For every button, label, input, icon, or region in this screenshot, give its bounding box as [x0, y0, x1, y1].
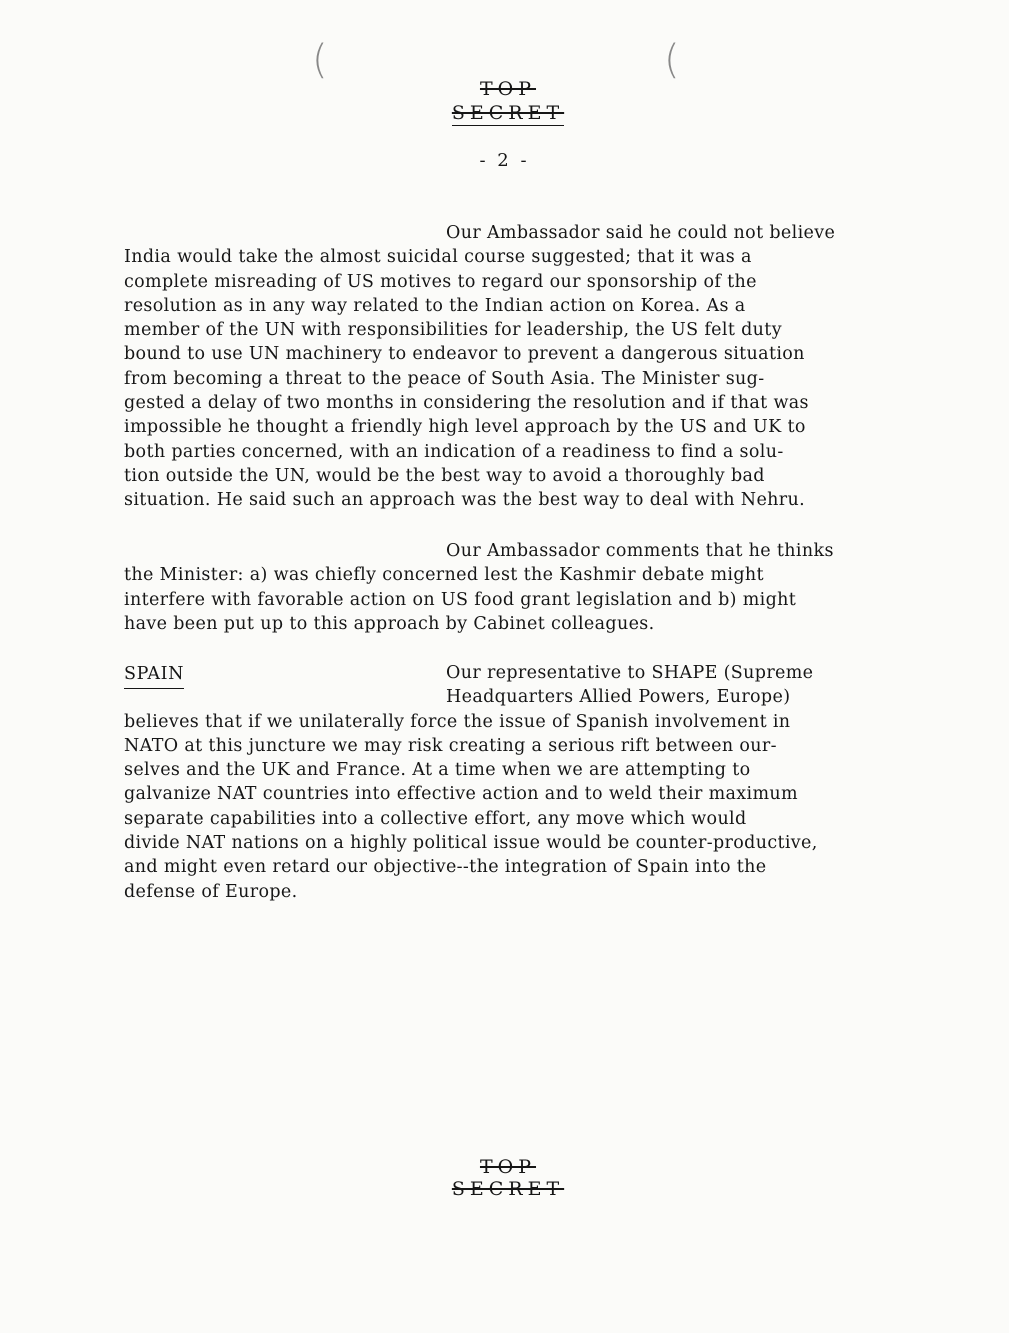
- classification-bottom-line2: SECRET: [451, 1178, 565, 1200]
- paragraph-spain: [124, 661, 914, 904]
- paragraph-line: defense of Europe.: [124, 881, 298, 902]
- paragraph-line: gested a delay of two months in considering the resolution and if that was: [124, 393, 809, 414]
- paragraph-ambassador-response: [124, 221, 914, 513]
- paragraph-line: tion outside the UN, would be the best way to avoid a thoroughly bad: [124, 465, 765, 486]
- binder-hole-mark-left: (: [312, 37, 328, 83]
- paragraph-line: separate capabilities into a collective effort, any move which would: [124, 808, 747, 829]
- paragraph-line: selves and the UK and France. At a time when we are attempting to: [124, 760, 751, 781]
- paragraph-line: Our representative to SHAPE (Supreme: [446, 663, 814, 683]
- page-number: - 2 -: [479, 150, 530, 171]
- paragraph-line: impossible he thought a friendly high level approach by the US and UK to: [124, 417, 806, 438]
- paragraph-ambassador-comments: [124, 539, 914, 636]
- paragraph-line: Our Ambassador said he could not believe: [446, 223, 836, 243]
- classification-top-line2: SECRET: [451, 102, 565, 124]
- paragraph-line: member of the UN with responsibilities for leadership, the US felt duty: [124, 320, 782, 341]
- paragraph-line: Our Ambassador comments that he thinks: [446, 541, 834, 561]
- paragraph-line: believes that if we unilaterally force the issue of Spanish involvement in: [124, 711, 791, 732]
- paragraph-line: bound to use UN machinery to endeavor to prevent a dangerous situation: [124, 344, 805, 365]
- paragraph-line: both parties concerned, with an indication of a readiness to find a solu-: [124, 441, 784, 462]
- paragraph-line: from becoming a threat to the peace of South Asia. The Minister sug-: [124, 368, 765, 389]
- classification-top-line1: TOP: [479, 78, 537, 100]
- paragraph-line: interfere with favorable action on US food grant legislation and b) might: [124, 589, 797, 610]
- paragraph-line: Headquarters Allied Powers, Europe): [446, 687, 791, 708]
- binder-hole-mark-right: (: [664, 37, 680, 83]
- paragraph-line: have been put up to this approach by Cabinet colleagues.: [124, 613, 655, 634]
- paragraph-line: the Minister: a) was chiefly concerned lest the Kashmir debate might: [124, 565, 764, 586]
- paragraph-line: NATO at this juncture we may risk creating a serious rift between our-: [124, 735, 777, 756]
- paragraph-line: galvanize NAT countries into effective action and to weld their maximum: [124, 784, 798, 805]
- paragraph-line: resolution as in any way related to the Indian action on Korea. As a: [124, 295, 746, 316]
- classification-bottom-line1: TOP: [479, 1156, 537, 1178]
- paragraph-line: India would take the almost suicidal course suggested; that it was a: [124, 247, 752, 268]
- paragraph-line: and might even retard our objective--the integration of Spain into the: [124, 857, 767, 878]
- paragraph-line: situation. He said such an approach was the best way to deal with Nehru.: [124, 490, 806, 511]
- section-heading-spain: SPAIN: [124, 662, 184, 689]
- paragraph-line: complete misreading of US motives to regard our sponsorship of the: [124, 271, 757, 292]
- paragraph-line: divide NAT nations on a highly political issue would be counter-productive,: [124, 833, 818, 854]
